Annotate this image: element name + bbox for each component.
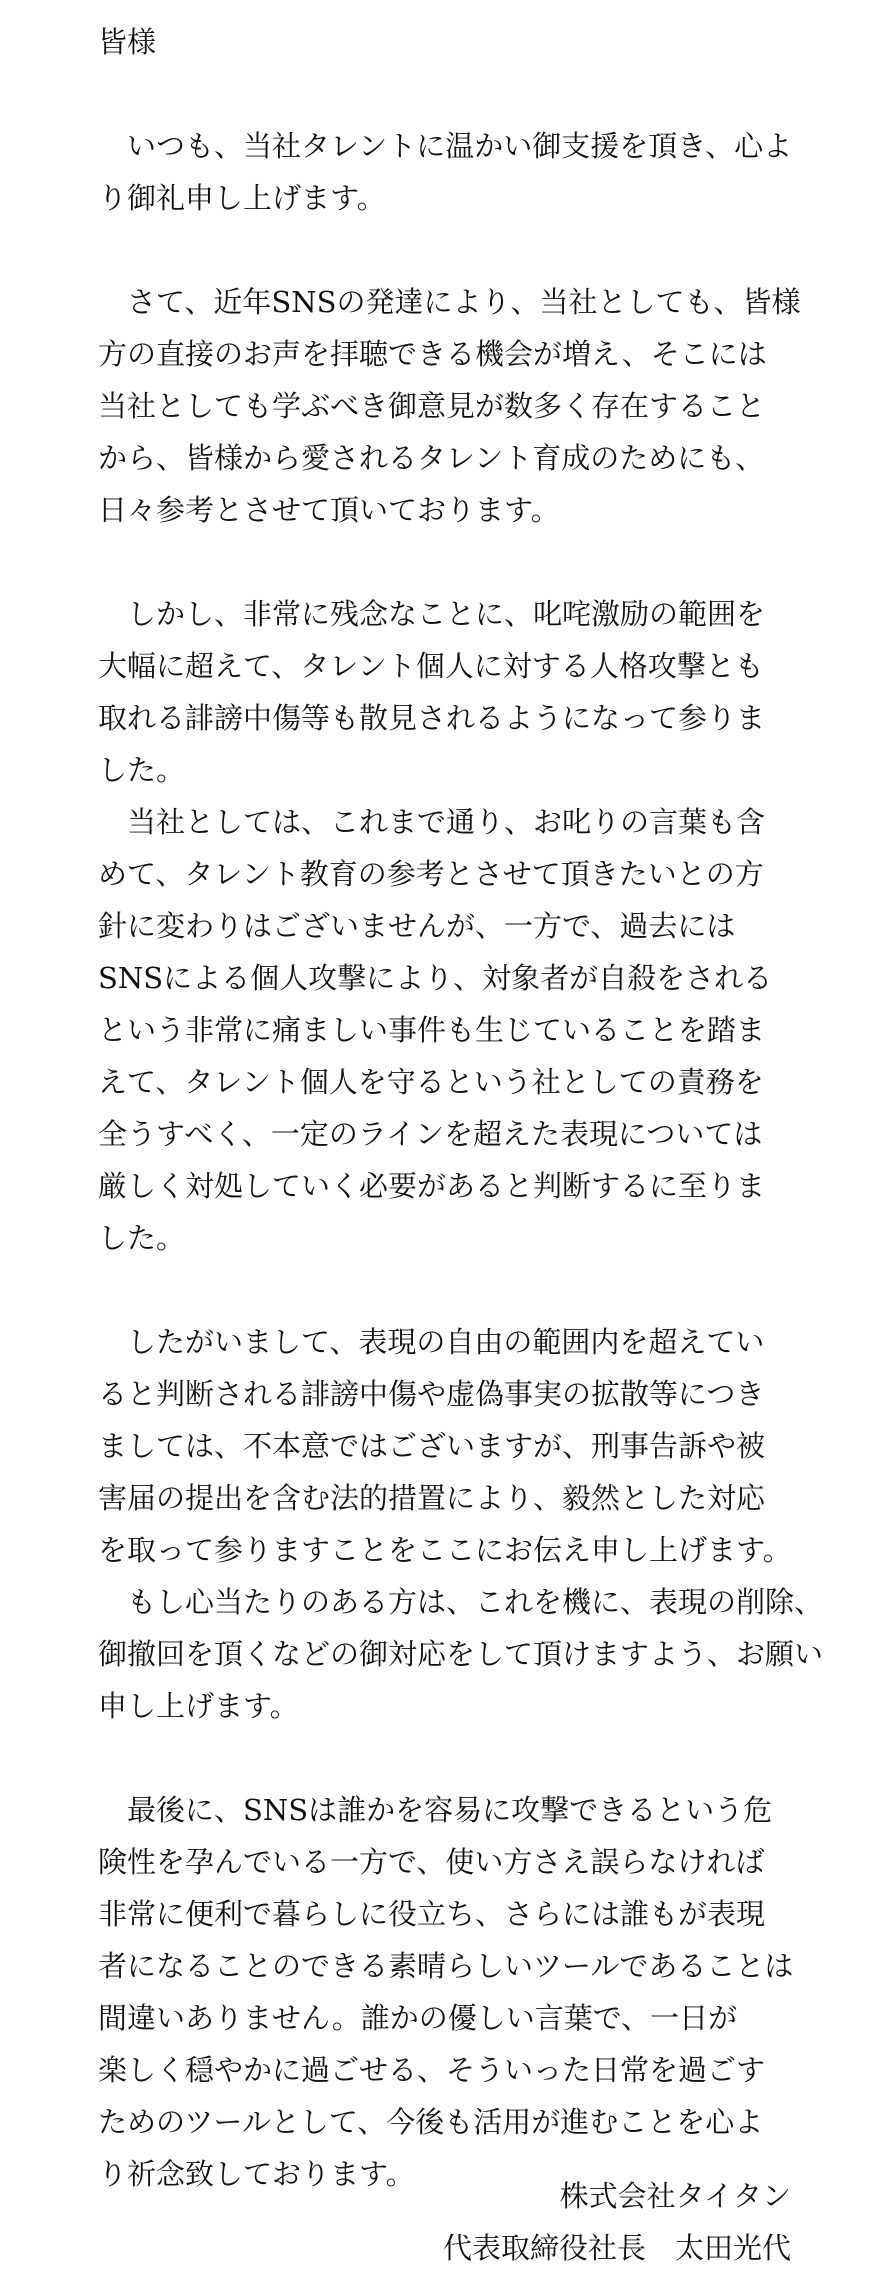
paragraph-line: めて、タレント教育の参考とさせて頂きたいとの方 <box>98 857 764 891</box>
paragraph-spacer <box>98 1264 785 1316</box>
paragraph-spacer <box>98 224 785 276</box>
paragraph-line: 申し上げます。 <box>98 1689 299 1723</box>
paragraph-line: 楽しく穏やかに過ごせる、そういった日常を過ごす <box>98 2053 766 2087</box>
paragraph-line: さて、近年SNSの発達により、当社としても、皆様 <box>127 285 801 319</box>
paragraph-line: 全うすべく、一定のラインを超えた表現については <box>98 1117 763 1151</box>
paragraph-line: しかし、非常に残念なことに、叱咤激励の範囲を <box>127 597 766 631</box>
paragraphs <box>98 120 824 2200</box>
paragraph-line: した。 <box>98 1221 186 1255</box>
paragraph-line: という非常に痛ましい事件も生じていることを踏ま <box>98 1013 766 1047</box>
paragraph-line: 険性を孕んでいる一方で、使い方さえ誤らなければ <box>98 1845 765 1879</box>
paragraph-line: 方の直接のお声を拝聴できる機会が増え、そこには <box>98 337 767 371</box>
paragraph-line: 害届の提出を含む法的措置により、毅然とした対応 <box>98 1481 766 1515</box>
paragraph-line: 当社としては、これまで通り、お叱りの言葉も含 <box>127 805 766 839</box>
paragraph-spacer <box>98 1732 785 1784</box>
paragraph-line: ためのツールとして、今後も活用が進むことを心よ <box>98 2105 764 2139</box>
paragraph-line: 当社としても学ぶべき御意見が数多く存在すること <box>98 389 766 423</box>
paragraph-line: 間違いありません。誰かの優しい言葉で、一日が <box>98 2001 738 2035</box>
paragraph-line: 御撤回を頂くなどの御対応をして頂けますよう、お願い <box>98 1637 824 1671</box>
paragraph-line: えて、タレント個人を守るという社としての責務を <box>98 1065 764 1099</box>
paragraph <box>98 796 785 1264</box>
paragraph-line: ましては、不本意ではございますが、刑事告訴や被 <box>98 1429 766 1463</box>
paragraph-line: いつも、当社タレントに温かい御支援を頂き、心よ <box>127 129 793 163</box>
paragraph-line: 針に変わりはございませんが、一方で、過去には <box>98 909 736 943</box>
company-name: 株式会社タイタン <box>559 2179 791 2213</box>
paragraph <box>98 120 793 224</box>
paragraph-line: から、皆様から愛されるタレント育成のためにも、 <box>98 441 765 475</box>
paragraph-spacer <box>98 536 785 588</box>
paragraph-line: を取って参りますことをここにお伝え申し上げます。 <box>98 1533 792 1567</box>
paragraph-line: 厳しく対処していく必要があると判断するに至りま <box>98 1169 766 1203</box>
paragraph <box>98 588 785 796</box>
paragraph-line: 最後に、SNSは誰かを容易に攻撃できるという危 <box>127 1793 773 1827</box>
signature-block <box>443 2170 791 2274</box>
paragraph-line: した。 <box>98 753 186 787</box>
paragraph-line: 者になることのできる素晴らしいツールであることは <box>98 1949 794 1983</box>
salutation: 皆様 <box>98 25 157 59</box>
paragraph <box>98 1784 794 2200</box>
paragraph-line: ると判断される誹謗中傷や虚偽事実の拡散等につき <box>98 1377 765 1411</box>
paragraph-line: SNSによる個人攻撃により、対象者が自殺をされる <box>98 961 773 995</box>
paragraph-line: り祈念致しております。 <box>98 2157 415 2191</box>
paragraph-line: 非常に便利で暮らしに役立ち、さらには誰もが表現 <box>98 1897 766 1931</box>
paragraph-line: り御礼申し上げます。 <box>98 181 386 215</box>
paragraph <box>98 276 801 536</box>
paragraph <box>98 1576 824 1732</box>
representative-name: 代表取締役社長 太田光代 <box>442 2231 791 2265</box>
paragraph-line: 大幅に超えて、タレント個人に対する人格攻撃とも <box>98 649 764 683</box>
paragraph-line: もし心当たりのある方は、これを機に、表現の削除、 <box>127 1585 824 1619</box>
paragraph <box>98 1316 792 1576</box>
paragraph-line: 取れる誹謗中傷等も散見されるようになって参りま <box>98 701 766 735</box>
paragraph-line: したがいまして、表現の自由の範囲内を超えてい <box>127 1325 765 1359</box>
paragraph-line: 日々参考とさせて頂いております。 <box>98 493 560 527</box>
